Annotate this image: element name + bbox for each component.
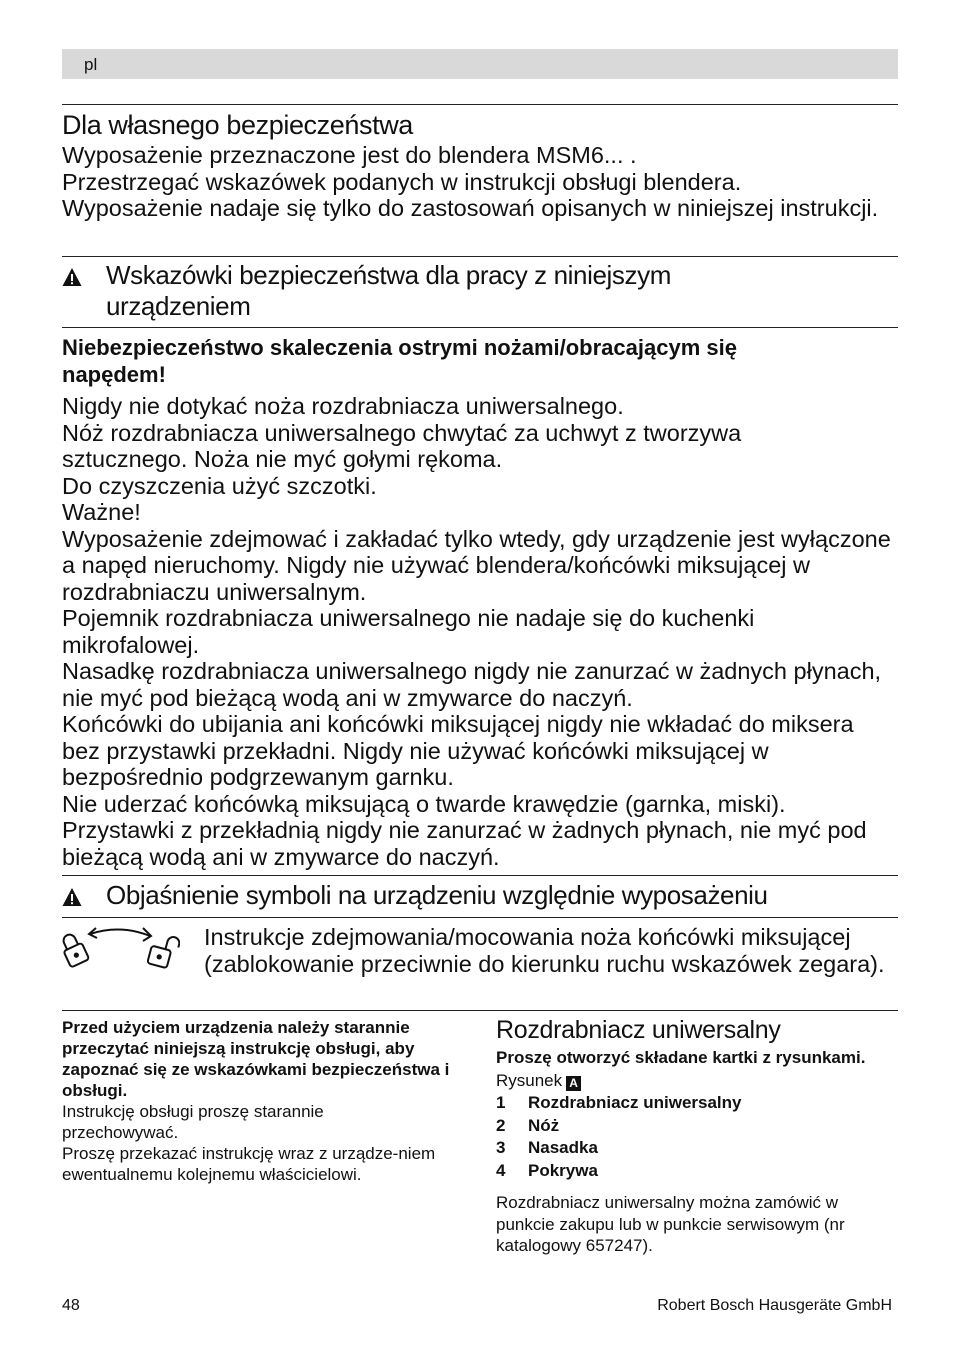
paragraph: Wyposażenie zdejmować i zakładać tylko wtedy, gdy urządzenie jest wyłączone a napęd nieruchomy. Nigdy nie używać blendera/końcówki miksującej w rozdrabniaczu uniwersalnym. — [62, 525, 891, 605]
paragraph: Nasadkę rozdrabniacza uniwersalnego nigdy nie zanurzać w żadnych płynach, nie myć pod bieżącą wodą ani w zmywarce do naczyń. — [62, 658, 882, 711]
language-code: pl — [84, 55, 98, 74]
section-title-safety: Dla własnego bezpieczeństwa — [62, 110, 413, 140]
left-column — [62, 1017, 472, 1185]
section-title-text: Wskazówki bezpieczeństwa dla pracy z niniejszym urządzeniem — [106, 260, 671, 321]
divider — [62, 327, 898, 328]
list-item: 2 Nóż — [496, 1115, 560, 1135]
list-item: 3 Nasadka — [496, 1138, 598, 1157]
order-note: Rozdrabniacz uniwersalny można zamówić w punkcie zakupu lub w punkcie serwisowym (nr katalogowy 657247). — [496, 1193, 845, 1255]
divider — [62, 917, 898, 918]
paragraph: Do czyszczenia użyć szczotki. — [62, 472, 377, 499]
paragraph: Instrukcję obsługi proszę starannie przechowywać. — [62, 1102, 324, 1142]
figure-badge: A — [566, 1076, 581, 1091]
paragraph: Końcówki do ubijania ani końcówki miksującej nigdy nie wkładać do miksera bez przystawki przekładni. Nigdy nie używać końcówki miksującej w bezpośrednio podgrzewanym garnku. — [62, 711, 854, 790]
paragraph: Wyposażenie nadaje się tylko do zastosowań opisanych w niniejszej instrukcji. — [62, 195, 879, 221]
figure-label: Rysunek — [496, 1070, 563, 1090]
list-item: 1 Rozdrabniacz uniwersalny — [496, 1093, 742, 1112]
danger-warning: Niebezpieczeństwo skaleczenia ostrymi nożami/obracającym się napędem! — [62, 335, 737, 387]
section-title-safety-instructions — [62, 260, 898, 322]
warning-triangle-icon — [62, 887, 82, 907]
section-title-text: Objaśnienie symboli na urządzeniu względnie wyposażeniu — [106, 880, 768, 910]
section-title-symbols — [62, 880, 898, 911]
paragraph: Nigdy nie dotykać noża rozdrabniacza uniwersalnego. — [62, 393, 624, 419]
right-column — [496, 1015, 906, 1257]
divider — [62, 1010, 898, 1011]
paragraph: Proszę przekazać instrukcję wraz z urządze-niem ewentualnemu kolejnemu właścicielowi. — [62, 1144, 436, 1184]
paragraph: Nie uderzać końcówką miksującą o twarde krawędzie (garnka, miski). — [62, 790, 786, 817]
paragraph: Przystawki z przekładnią nigdy nie zanurzać w żadnych płynach, nie myć pod bieżącą wodą ani w zmywarce do naczyń. — [62, 817, 867, 870]
paragraph: Pojemnik rozdrabniacza uniwersalnego nie nadaje się do kuchenki mikrofalowej. — [62, 605, 755, 658]
safety-instructions-body — [62, 393, 912, 870]
language-bar — [62, 49, 898, 79]
divider — [62, 875, 898, 876]
paragraph: Wyposażenie przeznaczone jest do blendera MSM6... . — [62, 142, 637, 168]
list-item: 4 Pokrywa — [496, 1160, 598, 1180]
publisher: Robert Bosch Hausgeräte GmbH — [657, 1297, 892, 1314]
lock-unlock-rotate-icon — [60, 922, 180, 972]
section-title-universal-chopper: Rozdrabniacz uniwersalny — [496, 1016, 781, 1044]
divider — [62, 256, 898, 257]
important-label: Ważne! — [62, 499, 141, 525]
divider — [62, 104, 898, 105]
paragraph: Przestrzegać wskazówek podanych w instrukcji obsługi blendera. — [62, 168, 742, 195]
safety-intro — [62, 142, 912, 222]
foldout-note: Proszę otworzyć składane kartki z rysunkami. — [496, 1048, 866, 1067]
read-instructions-notice: Przed użyciem urządzenia należy starannie przeczytać niniejszą instrukcję obsługi, aby zapoznać się ze wskazówkami bezpieczeństwa i obsługi. — [62, 1018, 450, 1100]
parts-list — [496, 1092, 906, 1182]
symbol-description: Instrukcje zdejmowania/mocowania noża końcówki miksującej (zablokowanie przeciwnie do kierunku ruchu wskazówek zegara). — [204, 924, 885, 977]
figure-reference — [496, 1070, 906, 1093]
warning-triangle-icon — [62, 267, 82, 287]
page-number: 48 — [62, 1297, 80, 1314]
paragraph: Nóż rozdrabniacza uniwersalnego chwytać za uchwyt z tworzywa sztucznego. Noża nie myć gołymi rękoma. — [62, 419, 742, 472]
